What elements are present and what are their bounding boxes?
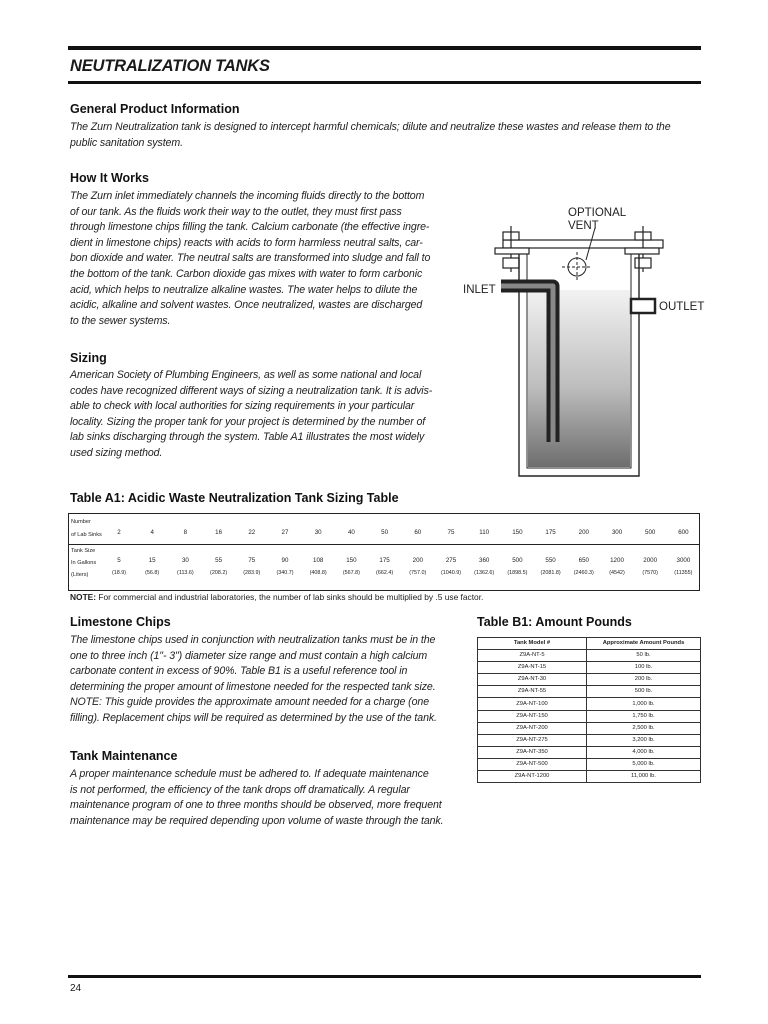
maintenance-heading: Tank Maintenance xyxy=(70,749,178,763)
sinks-value: 60 xyxy=(414,529,422,536)
gallons-value: 275 xyxy=(445,557,457,564)
text-line: filling). Replacement chips will be required as determined by the use of the tank. xyxy=(70,711,437,724)
table-b1 xyxy=(477,637,701,783)
table-row xyxy=(478,710,701,722)
liters-value: (662.4) xyxy=(376,570,394,576)
gallons-value: 5 xyxy=(117,557,121,564)
liters-value: (757.0) xyxy=(409,570,427,576)
amount-cell: 100 lb. xyxy=(587,662,701,674)
tank-liquid xyxy=(528,290,630,467)
tank-model-cell: Z9A-NT-500 xyxy=(478,758,587,770)
optional-label: OPTIONAL xyxy=(568,207,627,219)
sizing-heading: Sizing xyxy=(70,351,107,365)
liters-value: (340.7) xyxy=(276,570,294,576)
vent-label: VENT xyxy=(568,220,599,232)
col-model-header: Tank Model # xyxy=(478,638,587,650)
text-line: acid, which helps to neutralize alkaline wastes. The water helps to dilute the xyxy=(70,283,418,296)
text-line: lab sinks discharging through the system. Table A1 illustrates the most widely xyxy=(70,431,425,444)
tank-cover xyxy=(503,240,663,248)
gallons-value: 55 xyxy=(215,557,223,564)
col-amount-header: Approximate Amount Pounds xyxy=(587,638,701,650)
size-label-3: (Liters) xyxy=(71,572,89,578)
table-a1-title: Table A1: Acidic Waste Neutralization Tank Sizing Table xyxy=(70,491,399,505)
page-number: 24 xyxy=(70,983,82,994)
liters-value: (7570) xyxy=(642,570,658,576)
table-row xyxy=(478,662,701,674)
liters-value: (2460.3) xyxy=(573,570,594,576)
amount-cell: 1,750 lb. xyxy=(587,710,701,722)
text-line: able to check with local authorities for sizing requirements in your particular xyxy=(70,400,415,413)
table-row xyxy=(478,650,701,662)
liters-value: (2081.8) xyxy=(540,570,561,576)
text-line: carbonate content in excess of 90%. Table B1 is a useful reference tool in xyxy=(70,665,408,678)
gallons-value: 75 xyxy=(248,557,256,564)
tank-model-cell: Z9A-NT-150 xyxy=(478,710,587,722)
liters-value: (56.8) xyxy=(145,570,160,576)
size-label-1: Tank Size xyxy=(71,548,96,554)
note-label: NOTE: xyxy=(70,592,97,602)
text-line: maintenance may be required depending upon volume of waste through the tank. xyxy=(70,814,444,827)
table-b1-title: Table B1: Amount Pounds xyxy=(477,615,632,629)
note xyxy=(70,592,483,602)
text-line: the bottom of the tank. Carbon dioxide gas mixes with water to form carbonic xyxy=(70,267,423,280)
tank-model-cell: Z9A-NT-30 xyxy=(478,674,587,686)
tank-model-cell: Z9A-NT-275 xyxy=(478,734,587,746)
gallons-value: 90 xyxy=(281,557,289,564)
gallons-value: 360 xyxy=(479,557,490,564)
gallons-value: 150 xyxy=(346,557,357,564)
how-text xyxy=(70,189,460,329)
gallons-value: 175 xyxy=(379,557,390,564)
text-line: A proper maintenance schedule must be adhered to. If adequate maintenance xyxy=(70,768,429,780)
amount-cell: 4,000 lb. xyxy=(587,746,701,758)
gallons-value: 500 xyxy=(512,557,523,564)
amount-cell: 2,500 lb. xyxy=(587,722,701,734)
text-line: determining the proper amount of limestone needed for the respected tank size. xyxy=(70,680,436,693)
text-line: of our tank. As the fluids work their way to the outlet, they must first pass xyxy=(70,205,402,218)
sinks-value: 8 xyxy=(183,529,188,536)
table-a1 xyxy=(68,513,700,591)
gallons-value: 550 xyxy=(545,557,556,564)
sinks-value: 40 xyxy=(347,529,355,536)
liters-value: (113.6) xyxy=(177,570,194,576)
general-text xyxy=(70,120,710,151)
amount-cell: 3,200 lb. xyxy=(587,734,701,746)
text-line: is not performed, the efficiency of the tank drops off dramatically. A regular xyxy=(70,783,410,796)
sinks-value: 110 xyxy=(479,529,490,536)
liters-value: (18.9) xyxy=(111,570,127,576)
sinks-value: 22 xyxy=(248,529,256,536)
tank-model-cell: Z9A-NT-200 xyxy=(478,722,587,734)
note-text: For commercial and industrial laboratories, the number of lab sinks should be multiplied by .5 use factor. xyxy=(96,592,484,602)
amount-cell: 50 lb. xyxy=(587,650,701,662)
text-line: The Zurn Neutralization tank is designed to intercept harmful chemicals; dilute and neutralize these wastes and release them to the xyxy=(70,121,671,133)
bottom-rule xyxy=(68,975,701,978)
text-line: to the sewer systems. xyxy=(70,314,171,327)
gallons-value: 200 xyxy=(412,557,423,564)
liters-value: (408.8) xyxy=(309,570,327,576)
tank-diagram xyxy=(455,200,715,485)
text-line: through limestone chips filling the tank. Calcium carbonate (the effective ingre- xyxy=(70,221,430,234)
liters-value: (4542) xyxy=(609,570,625,576)
sinks-value: 30 xyxy=(314,529,322,536)
amount-cell: 11,000 lb. xyxy=(587,771,701,783)
sizing-text xyxy=(70,368,460,462)
sinks-value: 200 xyxy=(578,529,589,536)
gallons-value: 30 xyxy=(181,557,189,564)
gallons-value: 1200 xyxy=(610,557,624,564)
liters-value: (567.8) xyxy=(342,570,360,576)
size-label-2: In Gallons xyxy=(71,560,97,566)
text-line: locality. Sizing the proper tank for your project is determined by the number of xyxy=(70,415,426,428)
top-rule-upper xyxy=(68,46,701,50)
sinks-value: 27 xyxy=(281,529,289,536)
text-line: maintenance program of one to three months should be observed, more frequent xyxy=(70,799,442,812)
text-line: acidic, alkaline and solvent wastes. Once neutralized, wastes are discharged xyxy=(70,299,423,312)
general-heading: General Product Information xyxy=(70,102,240,116)
liters-value: (1362.6) xyxy=(474,570,495,576)
table-row xyxy=(478,758,701,770)
gallons-value: 3000 xyxy=(676,557,691,564)
amount-cell: 500 lb. xyxy=(587,686,701,698)
gallons-value: 108 xyxy=(313,557,324,564)
liters-value: (1898.5) xyxy=(507,570,528,576)
text-line: dient in limestone chips) reacts with acids to form harmless neutral salts, car- xyxy=(70,236,423,249)
how-heading: How It Works xyxy=(70,171,149,185)
amount-cell: 1,000 lb. xyxy=(587,698,701,710)
tank-model-cell: Z9A-NT-1200 xyxy=(478,771,587,783)
liters-value: (283.9) xyxy=(243,570,261,576)
table-row xyxy=(478,686,701,698)
table-row xyxy=(478,698,701,710)
table-b1-header xyxy=(478,638,701,650)
table-row xyxy=(478,734,701,746)
gallons-value: 650 xyxy=(578,557,589,564)
table-row xyxy=(478,771,701,783)
text-line: used sizing method. xyxy=(70,446,163,459)
sinks-value: 4 xyxy=(150,529,154,536)
limestone-text xyxy=(70,633,470,727)
sinks-value: 16 xyxy=(215,529,223,536)
text-line: codes have recognized different ways of sizing a neutralization tank. It is advis- xyxy=(70,384,433,397)
sinks-value: 150 xyxy=(512,529,523,536)
text-line: American Society of Plumbing Engineers, as well as some national and local xyxy=(70,369,422,381)
sinks-label-2: of Lab Sinks xyxy=(71,532,102,538)
text-line: The limestone chips used in conjunction with neutralization tanks must be in the xyxy=(70,634,436,646)
sinks-value: 2 xyxy=(117,529,121,536)
tank-model-cell: Z9A-NT-15 xyxy=(478,662,587,674)
sinks-value: 175 xyxy=(545,529,556,536)
text-line: The Zurn inlet immediately channels the incoming fluids directly to the bottom xyxy=(70,190,425,202)
limestone-heading: Limestone Chips xyxy=(70,615,171,629)
outlet-label: OUTLET xyxy=(659,301,705,313)
sinks-value: 50 xyxy=(381,529,389,536)
text-line: one to three inch (1"- 3") diameter size range and must contain a high calcium xyxy=(70,649,428,662)
table-row xyxy=(478,674,701,686)
tank-model-cell: Z9A-NT-350 xyxy=(478,746,587,758)
table-row xyxy=(478,722,701,734)
amount-cell: 5,000 lb. xyxy=(587,758,701,770)
table-row xyxy=(478,746,701,758)
liters-value: (1040.9) xyxy=(440,570,462,576)
liters-value: (11355) xyxy=(674,570,693,576)
text-line: NOTE: This guide provides the approximate amount needed for a charge (one xyxy=(70,696,429,709)
sinks-label-1: Number xyxy=(71,519,91,525)
sinks-value: 600 xyxy=(678,529,689,536)
gallons-value: 15 xyxy=(148,557,156,564)
flange-left xyxy=(495,248,529,254)
tank-model-cell: Z9A-NT-55 xyxy=(478,686,587,698)
sinks-value: 300 xyxy=(611,529,623,536)
sinks-value: 75 xyxy=(447,529,455,536)
sinks-value: 500 xyxy=(645,529,656,536)
page-title: NEUTRALIZATION TANKS xyxy=(70,57,270,75)
vent-symbol xyxy=(562,228,595,282)
tank-model-cell: Z9A-NT-5 xyxy=(478,650,587,662)
gallons-value: 2000 xyxy=(643,557,658,564)
outlet-pipe xyxy=(631,299,655,313)
flange-right xyxy=(625,248,659,254)
top-rule-lower xyxy=(68,81,701,84)
text-line: public sanitation system. xyxy=(70,136,183,149)
text-line: bon dioxide and water. The neutral salts are transformed into sludge and fall to xyxy=(70,252,431,265)
tank-model-cell: Z9A-NT-100 xyxy=(478,698,587,710)
amount-cell: 200 lb. xyxy=(587,674,701,686)
liters-value: (208.2) xyxy=(210,570,228,576)
maintenance-text xyxy=(70,767,470,829)
inlet-label: INLET xyxy=(463,284,496,296)
